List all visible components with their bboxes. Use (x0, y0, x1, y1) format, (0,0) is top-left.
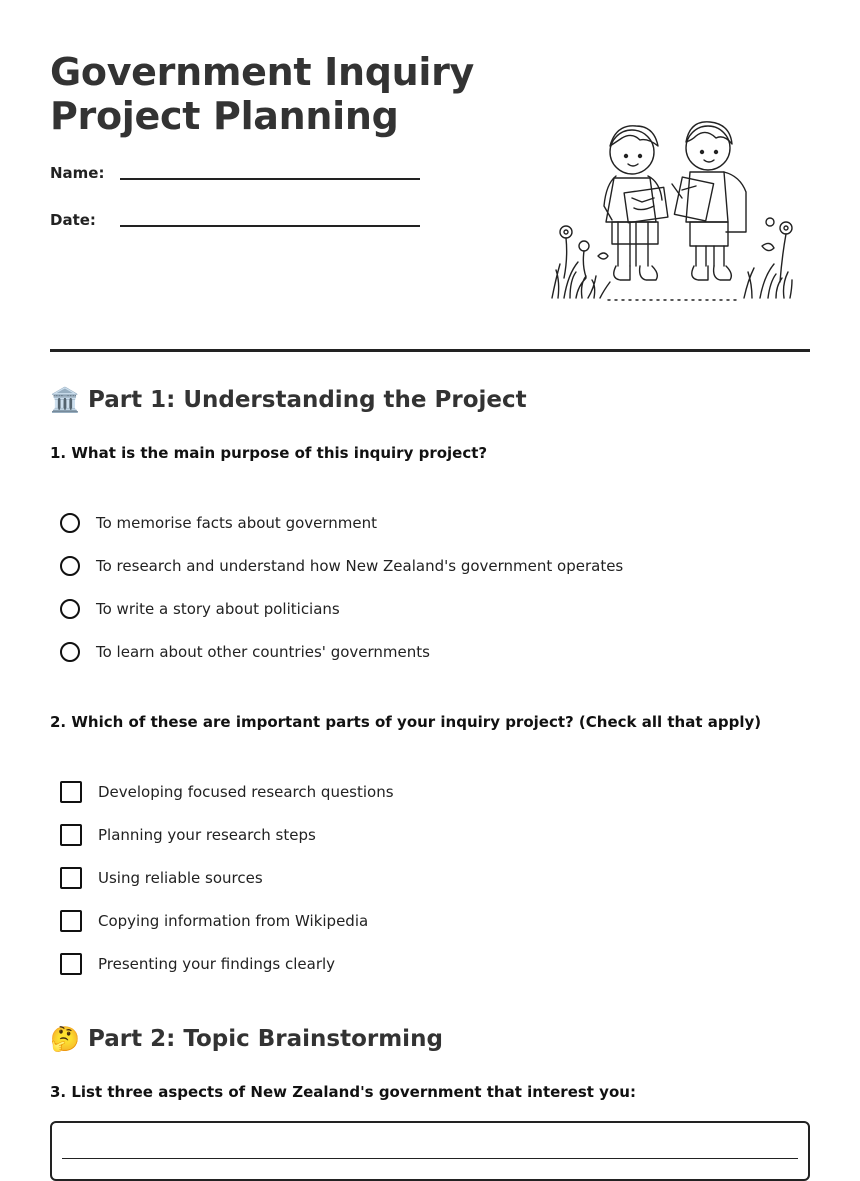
q1-option-label: To memorise facts about government (96, 514, 378, 532)
q2-option-label: Developing focused research questions (98, 783, 394, 801)
radio-button[interactable] (60, 599, 80, 619)
part2-heading (50, 1025, 443, 1053)
q2-option-label: Using reliable sources (98, 869, 263, 887)
children-illustration (548, 118, 794, 304)
name-label: Name: (50, 164, 105, 182)
q2-option-label: Presenting your findings clearly (98, 955, 336, 973)
title-line-1: Government Inquiry (50, 50, 475, 94)
part1-heading (50, 386, 527, 414)
child-left-icon (604, 126, 668, 280)
q1-option[interactable] (60, 640, 430, 664)
question-2: 2. Which of these are important parts of your inquiry project? (Check all that apply) (50, 713, 762, 731)
q2-option-label: Copying information from Wikipedia (98, 912, 369, 930)
checkbox[interactable] (60, 910, 82, 932)
title-line-2: Project Planning (50, 94, 399, 138)
q3-answer-box[interactable] (50, 1121, 810, 1181)
q2-option-label: Planning your research steps (98, 826, 316, 844)
q1-option[interactable] (60, 511, 377, 535)
date-label: Date: (50, 211, 96, 229)
date-field[interactable] (50, 211, 430, 241)
checkbox[interactable] (60, 824, 82, 846)
child-right-icon (672, 122, 746, 280)
date-input-line[interactable] (120, 225, 420, 227)
part2-heading-text: Part 2: Topic Brainstorming (88, 1026, 443, 1052)
name-field[interactable] (50, 164, 430, 194)
grass-left-icon (552, 226, 610, 298)
grass-right-icon (744, 218, 792, 298)
q2-option[interactable] (60, 780, 394, 804)
section-divider (50, 349, 810, 352)
checkbox[interactable] (60, 781, 82, 803)
q1-option-label: To research and understand how New Zealand's government operates (96, 557, 624, 575)
q1-option-label: To learn about other countries' governments (96, 643, 430, 661)
part1-heading-text: Part 1: Understanding the Project (88, 387, 527, 413)
q1-option[interactable] (60, 597, 340, 621)
radio-button[interactable] (60, 513, 80, 533)
q1-option-label: To write a story about politicians (96, 600, 340, 618)
radio-button[interactable] (60, 642, 80, 662)
page-title (50, 50, 474, 138)
q2-option[interactable] (60, 909, 368, 933)
radio-button[interactable] (60, 556, 80, 576)
answer-line[interactable] (62, 1158, 798, 1159)
name-input-line[interactable] (120, 178, 420, 180)
checkbox[interactable] (60, 953, 82, 975)
checkbox[interactable] (60, 867, 82, 889)
q2-option[interactable] (60, 952, 335, 976)
question-1: 1. What is the main purpose of this inquiry project? (50, 444, 488, 462)
q2-option[interactable] (60, 866, 263, 890)
q1-option[interactable] (60, 554, 623, 578)
classical-building-icon: 🏛️ (50, 386, 80, 414)
q2-option[interactable] (60, 823, 316, 847)
question-3: 3. List three aspects of New Zealand's government that interest you: (50, 1083, 636, 1101)
thinking-face-icon: 🤔 (50, 1025, 80, 1053)
